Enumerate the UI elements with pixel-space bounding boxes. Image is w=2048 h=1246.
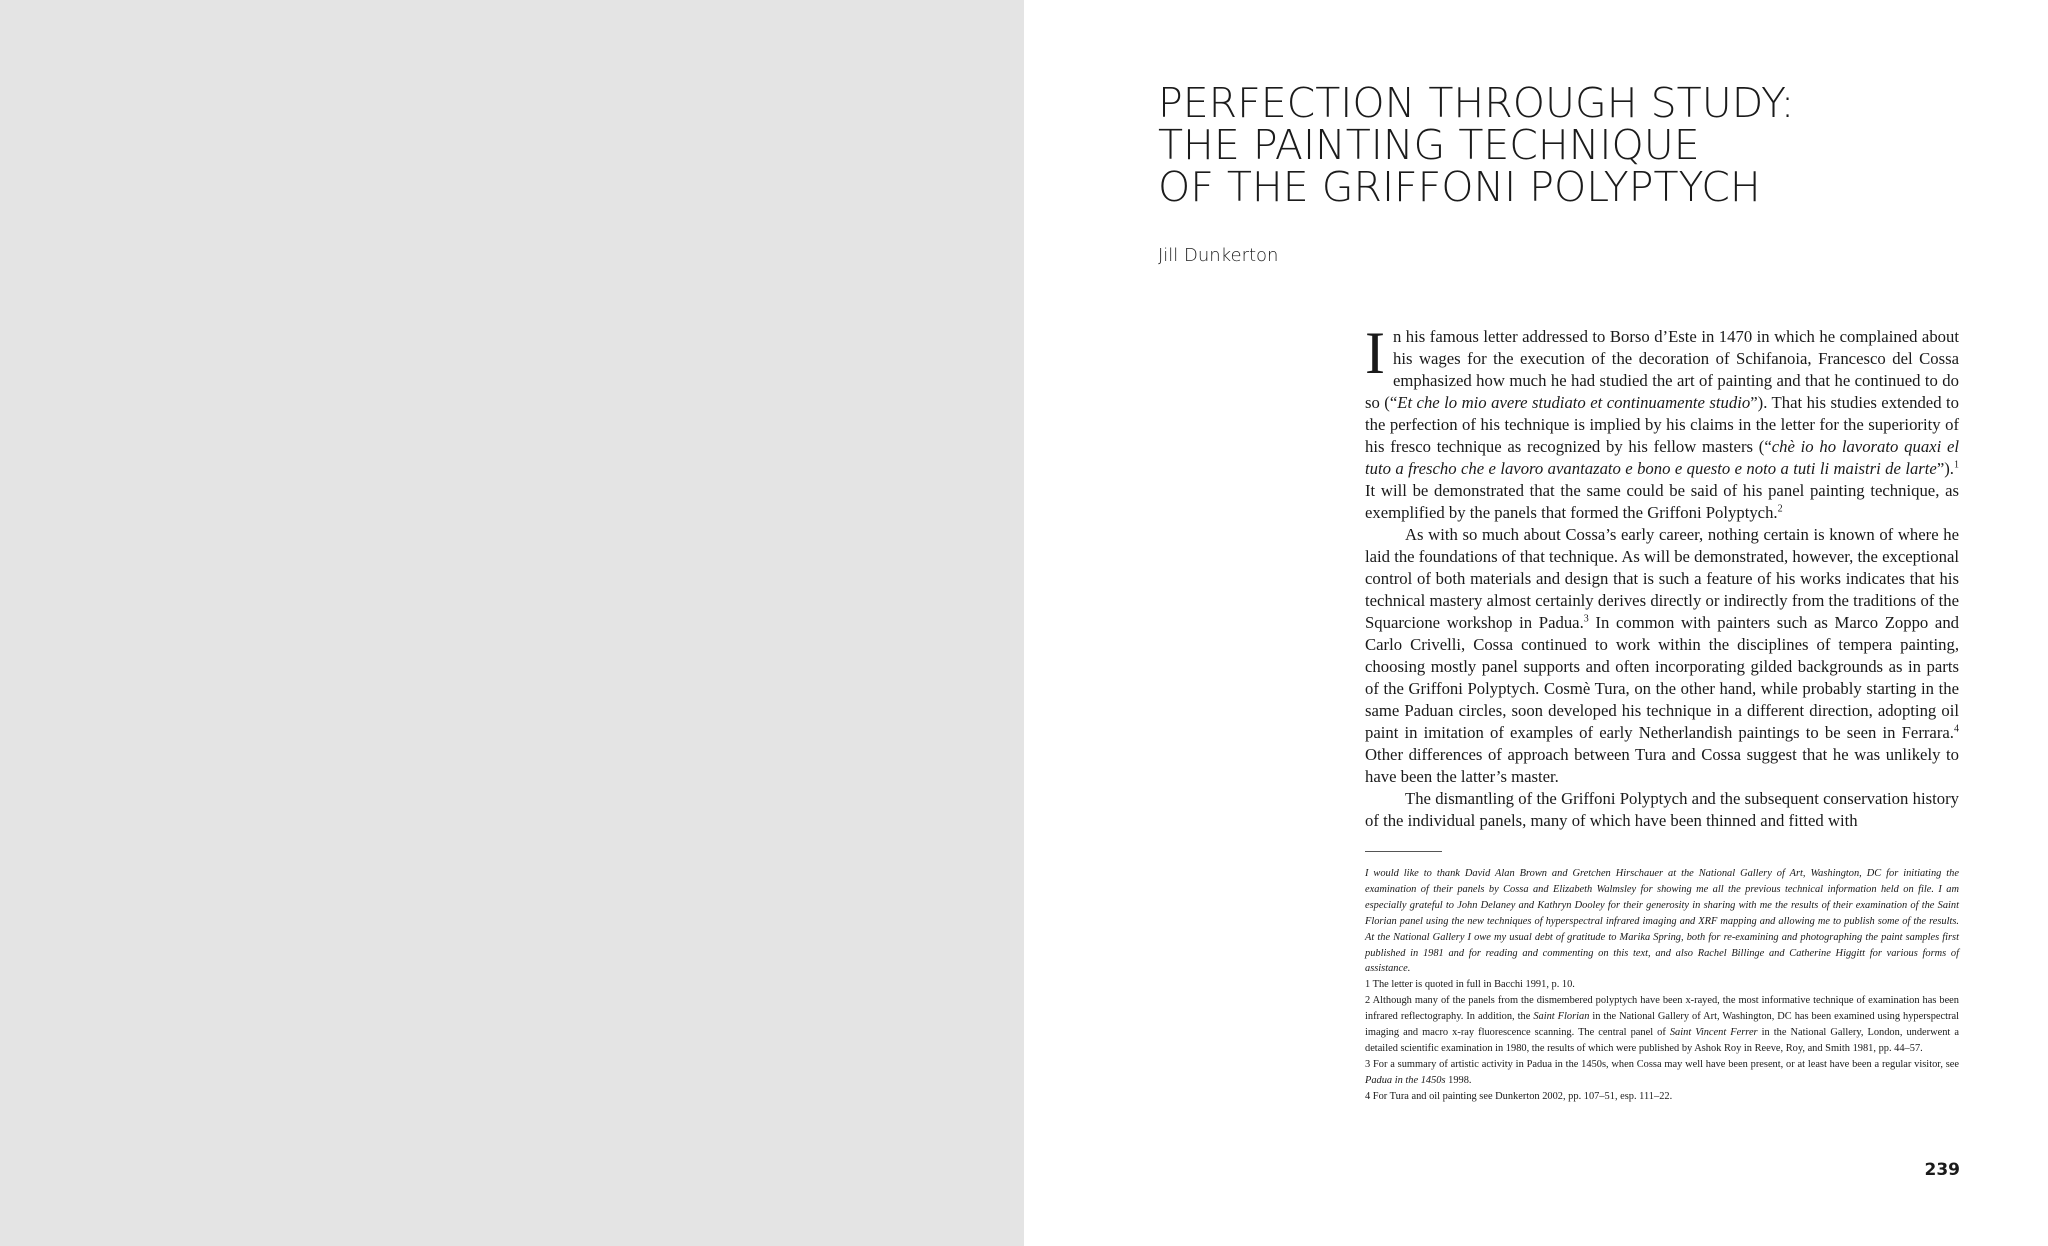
footnote-ref-1: 1 (1953, 459, 1959, 471)
title-line-3: OF THE GRIFFONI POLYPTYCH (1158, 163, 1761, 211)
paragraph-3: The dismantling of the Griffoni Polyptych and the subsequent conservation history of the individual panels, many of which have been thinned and fitted with (1365, 789, 1959, 830)
page-number: 239 (1924, 1160, 1960, 1180)
footnote-3: 3 For a summary of artistic activity in Padua in the 1450s, when Cossa may well have been present, or at least have been a regular visitor, see Padua in the 1450s 1998. (1365, 1058, 1959, 1086)
paragraph-1: In his famous letter addressed to Borso d’Este in 1470 in which he complained about his wages for the execution of the decoration of Schifanoia, Francesco del Cossa emphasized how much he had studied the art of painting and that he continued to do so (“Et che lo mio avere studiato et continuamente studio”). That his studies extended to the perfection of his technique is implied by his claims in the letter for the superiority of his fresco technique as recognized by his fellow masters (“chè io ho lavorato quaxi el tuto a frescho che e lavoro avantazato e bono e questo e noto a tuti li maistri de larte”).$^1$ It will be demonstrated that the same could be said of his panel painting technique, as exemplified by the panels that formed the Griffoni Polyptych.$^2$ (1365, 320, 1959, 522)
footnotes (1365, 866, 1959, 1105)
body-text (1365, 320, 1960, 832)
paragraph-2: As with so much about Cossa’s early career, nothing certain is known of where he laid the foundations of that technique. As will be demonstrated, however, the exceptional control of both materials and design that is such a feature of his works indicates that his technical mastery almost certainly derives directly or indirectly from the traditions of the Squarcione workshop in Padua.$^3$ In common with painters such as Marco Zoppo and Carlo Crivelli, Cossa continued to work within the disciplines of tempera painting, choosing mostly panel supports and often incorporating gilded backgrounds as in parts of the Griffoni Polyptych. Cosmè Tura, on the other hand, while probably starting in the same Paduan circles, soon developed his technique in a different direction, adopting oil paint in imitation of examples of early Netherlandish paintings to be seen in Ferrara.$^4$ Other differences of approach between Tura and Cossa suggest that he was unlikely to have been the latter’s master. (1365, 525, 1960, 786)
footnote-4: 4 For Tura and oil painting see Dunkerton 2002, pp. 107–51, esp. 111–22. (1365, 1090, 1673, 1102)
title-line-2: THE PAINTING TECHNIQUE (1158, 121, 1700, 169)
author-name: Jill Dunkerton (1158, 245, 1279, 266)
footnote-1: 1 The letter is quoted in full in Bacchi 1991, p. 10. (1365, 979, 1575, 991)
footnote-2: 2 Although many of the panels from the dismembered polyptych have been x-rayed, the most informative technique of examination has been infrared reflectography. In addition, the Saint Florian in the National Gallery of Art, Washington, DC has been examined using hyperspectral imaging and macro x-ray fluorescence scanning. The central panel of Saint Vincent Ferrer in the National Gallery, London, underwent a detailed scientific examination in 1980, the results of which were published by Ashok Roy in Reeve, Roy, and Smith 1981, pp. 44–57. (1365, 995, 1959, 1054)
article-title (1158, 79, 1958, 211)
drop-cap: I (1365, 320, 1385, 386)
footnote-ref-2: 2 (1777, 503, 1783, 515)
footnote-ref-4: 4 (1953, 723, 1959, 735)
footnote-divider (1365, 851, 1442, 852)
footnote-ref-3: 3 (1583, 613, 1589, 625)
title-line-1: PERFECTION THROUGH STUDY: (1158, 79, 1795, 127)
acknowledgements-note: I would like to thank David Alan Brown and Gretchen Hirschauer at the National Gallery of Art, Washington, DC for initiating the examination of their panels by Cossa and Elizabeth Walmsley for showing me all the previous technical information held on file. I am especially grateful to John Delaney and Kathryn Dooley for their generosity in sharing with me the results of their examination of the Saint Florian panel using the new techniques of hyperspectral infrared imaging and XRF mapping and allowing me to publish some of the results. At the National Gallery I owe my usual debt of gratitude to Marika Spring, both for re-examining and photographing the paint samples first published in 1981 and for reading and commenting on this text, and also Rachel Billinge and Catherine Higgitt for various forms of assistance. (1365, 868, 1959, 975)
